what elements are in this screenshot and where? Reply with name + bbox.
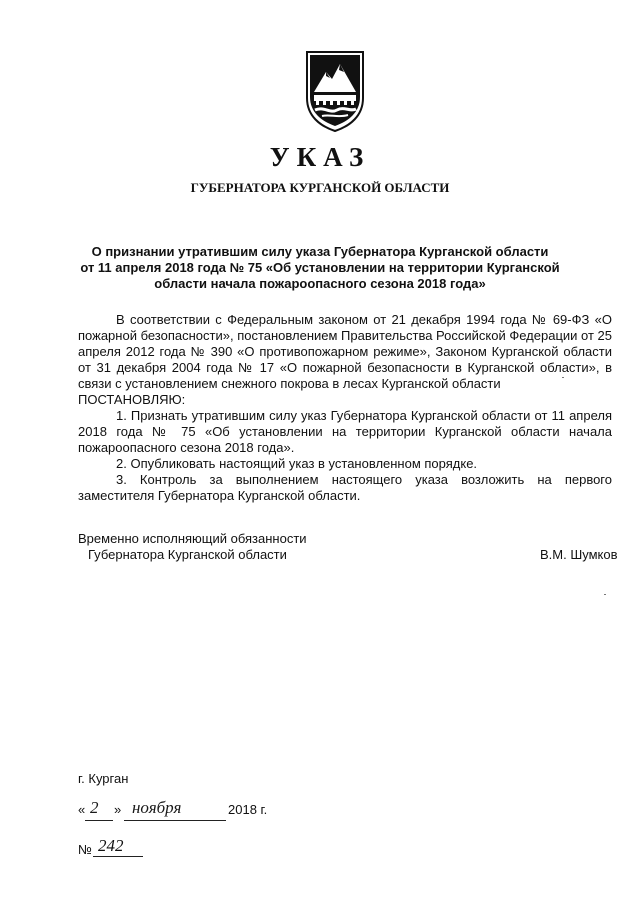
preamble-paragraph: В соответствии с Федеральным законом от 21 декабря 1994 года № 69-ФЗ «О пожарной безопасности», постановлением Правительства Российской Федерации от 25 апреля 2012 года № 390 «О противопожарном режиме», Законом Курганской области от 31 декабря 2004 года № 17 «О пожарной безопасности в Курганской области», в связи с установлением снежного покрова в лесах Курганской области <box>78 312 612 391</box>
coat-of-arms-emblem <box>304 48 366 132</box>
signatory-name: В.М. Шумков <box>540 547 618 562</box>
close-quote: » <box>114 802 122 817</box>
open-quote: « <box>78 802 86 817</box>
scan-speck <box>562 377 564 378</box>
heading-line: области начала пожароопасного сезона 2018 года» <box>154 276 486 291</box>
decree-item: 3. Контроль за выполнением настоящего указа возложить на первого заместителя Губернатора Курганской области. <box>78 472 612 503</box>
position-line: Губернатора Курганской области <box>88 547 287 562</box>
day-underline <box>85 820 113 821</box>
heading-line: от 11 апреля 2018 года № 75 «Об установлении на территории Курганской <box>80 260 560 275</box>
number-underline <box>93 856 143 857</box>
handwritten-day: 2 <box>90 798 99 817</box>
heading-line: О признании утратившим силу указа Губернатора Курганской области <box>91 244 549 259</box>
year-label: 2018 г. <box>228 802 268 817</box>
number-label: № <box>78 842 92 857</box>
decree-item: 1. Признать утратившим силу указ Губернатора Курганской области от 11 апреля 2018 года № 75 «Об установлении на территории Курганской области начала пожароопасного сезона 2018 года». <box>78 408 612 455</box>
decree-item: 2. Опубликовать настоящий указ в установленном порядке. <box>116 456 478 471</box>
decree-heading <box>80 244 560 292</box>
month-underline <box>124 820 226 821</box>
issuer-subtitle: ГУБЕРНАТОРА КУРГАНСКОЙ ОБЛАСТИ <box>190 180 450 195</box>
city-label: г. Курган <box>78 771 129 786</box>
scan-speck <box>604 594 606 595</box>
handwritten-month: ноября <box>132 798 182 817</box>
position-line: Временно исполняющий обязанности <box>78 531 307 546</box>
signatory-position <box>78 531 307 563</box>
document-title: УКАЗ <box>269 142 371 172</box>
decree-word: ПОСТАНОВЛЯЮ: <box>78 392 186 407</box>
handwritten-number: 242 <box>98 836 124 855</box>
decree-number <box>78 836 278 860</box>
signing-date <box>78 800 378 824</box>
decree-body <box>78 312 612 504</box>
